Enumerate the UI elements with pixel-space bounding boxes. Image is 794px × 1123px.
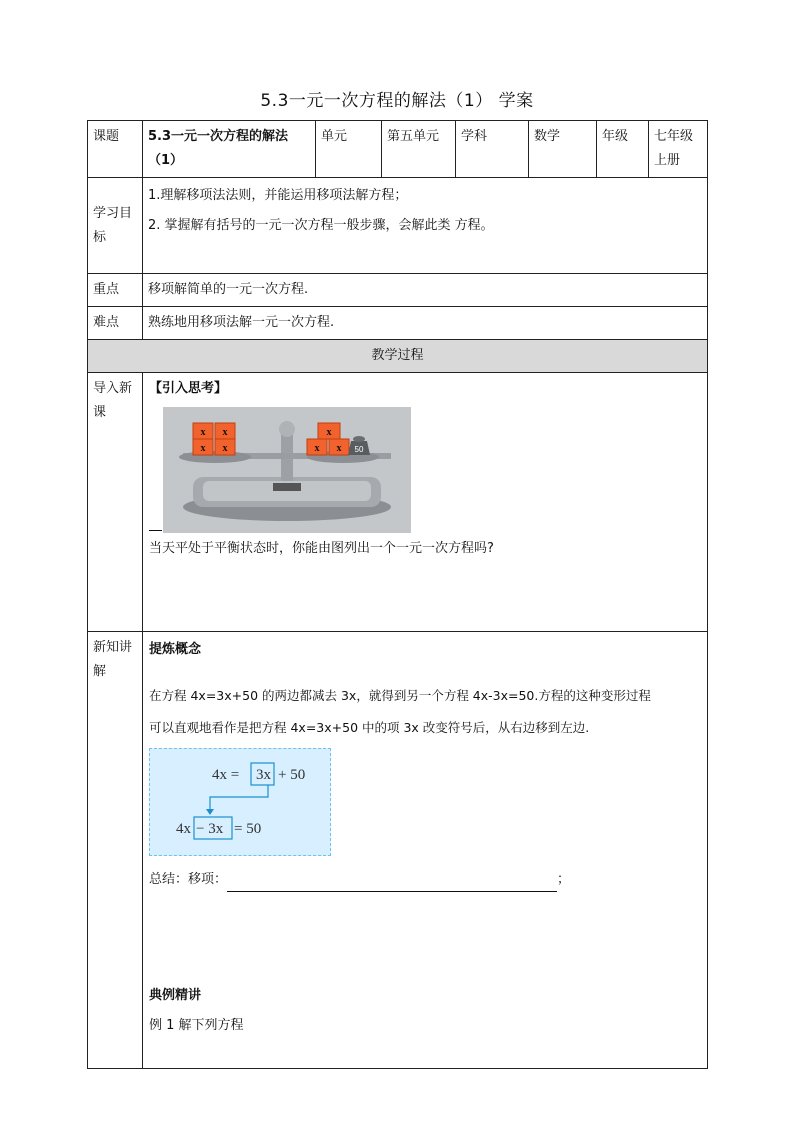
concept-heading: 提炼概念 xyxy=(149,642,202,657)
topic-label: 课题 xyxy=(88,121,143,178)
subject-label: 学科 xyxy=(456,121,529,178)
process-header-row xyxy=(88,340,708,373)
objectives-label: 学习目标 xyxy=(88,178,143,274)
left-pan-x: x xyxy=(222,443,228,454)
eq-top-left: 4x = xyxy=(212,767,240,783)
unit-value: 第五单元 xyxy=(382,121,456,178)
header-row xyxy=(88,121,708,178)
intro-heading: 【引入思考】 xyxy=(149,381,228,396)
intro-question: 当天平处于平衡状态时，你能由图列出一个一元一次方程吗? xyxy=(149,541,494,556)
key-point-label: 重点 xyxy=(88,274,143,307)
intro-label: 导入新课 xyxy=(88,373,143,632)
eq-bottom-right: = 50 xyxy=(234,821,262,837)
eq-top-right: + 50 xyxy=(278,767,306,783)
grade-label: 年级 xyxy=(597,121,649,178)
objective-item: 2. 掌握解有括号的一元一次方程一般步骤，会解此类 方程。 xyxy=(148,218,494,233)
summary-blank[interactable] xyxy=(227,877,557,892)
blank-mark xyxy=(149,530,162,531)
key-point-text: 移项解简单的一元一次方程. xyxy=(143,274,708,307)
unit-label: 单元 xyxy=(316,121,382,178)
intro-row xyxy=(88,373,708,632)
page-title: 5.3一元一次方程的解法（1） 学案 xyxy=(260,91,534,111)
difficulty-text: 熟练地用移项法解一元一次方程. xyxy=(143,307,708,340)
right-pan-x: x xyxy=(314,443,320,454)
example-1: 例 1 解下列方程 xyxy=(149,1018,244,1033)
difficulty-label: 难点 xyxy=(88,307,143,340)
topic-value: 5.3一元一次方程的解法（1） xyxy=(143,121,316,178)
concept-paragraph-line: 可以直观地看作是把方程 4x=3x+50 中的项 3x 改变符号后，从右边移到左边. xyxy=(149,720,590,735)
process-header: 教学过程 xyxy=(88,340,708,373)
example-heading: 典例精讲 xyxy=(149,988,202,1003)
lesson-plan-table xyxy=(87,120,708,1069)
eq-bottom-boxed: − 3x xyxy=(196,821,224,837)
difficulty-row xyxy=(88,307,708,340)
right-pan-x: x xyxy=(326,427,332,438)
eq-top-boxed: 3x xyxy=(256,767,271,783)
left-pan-x: x xyxy=(222,427,228,438)
balance-scale-image xyxy=(163,407,411,533)
summary-label: 总结：移项： xyxy=(149,872,228,887)
left-pan-x: x xyxy=(200,427,206,438)
summary-end: ； xyxy=(557,872,571,887)
new-knowledge-label: 新知讲解 xyxy=(88,632,143,1069)
left-pan-x: x xyxy=(200,443,206,454)
transposition-diagram xyxy=(149,748,331,856)
new-knowledge-row xyxy=(88,632,708,1069)
subject-value: 数学 xyxy=(529,121,597,178)
objective-item: 1.理解移项法法则，并能运用移项法解方程； xyxy=(148,188,408,203)
right-pan-x: x xyxy=(336,443,342,454)
concept-paragraph-line: 在方程 4x=3x+50 的两边都减去 3x，就得到另一个方程 4x-3x=50.方程的这种变形过程 xyxy=(149,688,651,703)
weight-label: 50 xyxy=(354,445,364,454)
key-point-row xyxy=(88,274,708,307)
summary-line xyxy=(149,868,702,892)
grade-value: 七年级上册 xyxy=(649,121,708,178)
eq-bottom-left: 4x xyxy=(176,821,191,837)
objectives-row xyxy=(88,178,708,274)
